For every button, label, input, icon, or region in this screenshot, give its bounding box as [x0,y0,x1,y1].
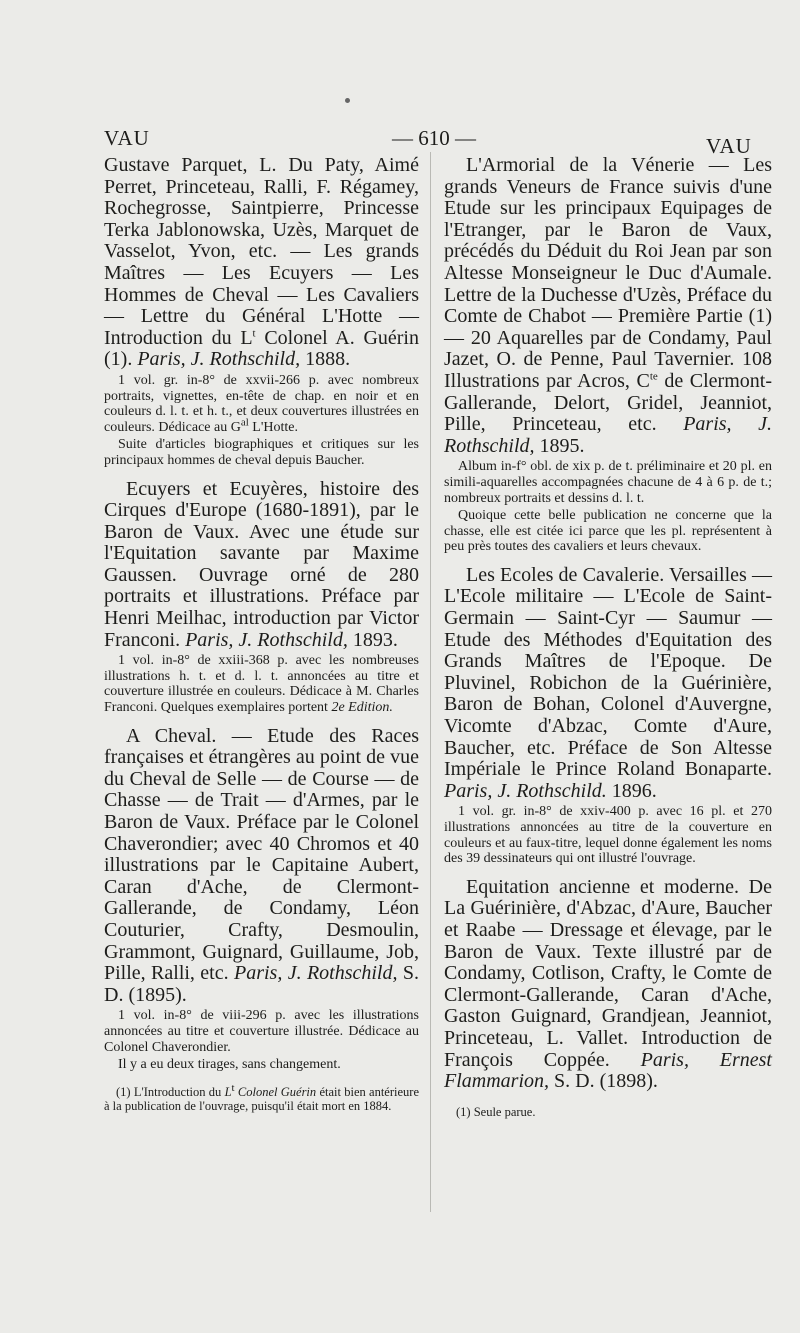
entry-date: 1893. [347,628,398,651]
publisher: Paris, J. Rothschild, [185,628,348,651]
entry-note: 1 vol. in-8° de viii-296 p. avec les illustrations annoncées au titre et couverture illustrée. Dédicace au Colonel Chaverondier. [104,1008,419,1055]
bibliography-entry [444,565,772,803]
entry-text: L'Armorial de la Vénerie — Les grands Veneurs de France suivis d'une Etude sur les principaux Equipages de l'Etranger, par le Baron de Vaux, précédés du Déduit du Roi Jean par son Altesse Monseigneur le Duc d'Aumale. Lettre de la Duchesse d'Uzès, Préface du Comte de Chabot — Première Partie (1) — 20 Aquarelles par de Condamy, Paul Jazet, O. de Penne, Paul Tavernier. 108 Illustrations par Acros, C [444,154,772,392]
entry-date: 1896. [606,779,657,802]
entry-note [104,373,419,435]
footnote: (1) Seule parue. [456,1104,536,1119]
footnote-italic: L [224,1084,232,1099]
footnote-text: était bien antérieure à la publication de l'ouvrage, puisqu'il était mort en 1884. [104,1084,420,1113]
entry-text: Ecuyers et Ecuyères, histoire des Cirques d'Europe (1680-1891), par le Baron de Vaux. Avec une étude sur l'Equitation savante par Maxime Gaussen. Ouvrage orné de 280 portraits et illustrations. Préface par Henri Meilhac, introduction par Victor Franconi. [104,477,419,651]
ink-speck [345,98,350,103]
bibliography-entry [104,726,419,1007]
column-divider [430,152,431,1212]
entry-text: de Clermont-Gallerande, Delort, Gridel, Jeanniot, Pille, Princeteau, etc. [444,369,772,436]
publisher: Paris, J. Rothschild, [137,348,301,371]
entry-text: Colonel A. Guérin (1). [104,326,419,371]
bibliography-entry [444,877,772,1093]
page-number: — 610 — [392,126,476,150]
entry-date: S. D. (1895). [104,962,419,1006]
bibliography-entry [444,155,772,457]
entry-note [104,653,419,715]
left-column [104,155,419,1113]
superscript: al [240,416,249,429]
entry-note: Suite d'articles biographiques et critiques sur les principaux hommes de cheval depuis Baucher. [104,437,419,468]
note-text: L'Hotte. [248,419,298,435]
entry-text: A Cheval. — Etude des Races françaises et étrangères au point de vue du Cheval de Selle — de Course — de Chasse — de Trait — d'Armes, par le Baron de Vaux. Préface par le Colonel Chaverondier; avec 40 Chromos et 40 illustrations par le Capitaine Aubert, Caran d'Ache, de Clermont-Gallerande, de Condamy, Léon Couturier, Crafty, Desmoulin, Grammont, Guignard, Guillaume, Job, Pille, Ralli, etc. [104,724,419,985]
entry-date: S. D. (1898). [549,1070,658,1093]
footnote-text: (1) L'Introduction du [116,1084,225,1099]
entry-note: 1 vol. gr. in-8° de xxiv-400 p. avec 16 pl. et 270 illustrations annoncées au titre de la couverture en couleurs et au faux-titre, lequel donne également les noms des 39 dessinateurs qui ont illustré l'ouvrage. [444,804,772,867]
bibliography-entry [104,155,419,371]
superscript: t [231,1081,235,1094]
entry-date: 1888. [300,348,351,371]
publisher: Paris, J. Rothschild. [444,779,607,802]
superscript: t [252,327,256,340]
entry-note: Il y a eu deux tirages, sans changement. [118,1057,341,1073]
note-text: 1 vol. in-8° de xxiii-368 p. avec les nombreuses illustrations h. t. et d. l. t. annoncées au titre et couverture illustrée en couleurs. Dédicace à M. Charles Franconi. Quelques exemplaires portent [104,653,419,716]
entry-text: Les Ecoles de Cavalerie. Versailles — L'Ecole militaire — L'Ecole de Saint-Germain — Saint-Cyr — Saumur — Etude des Méthodes d'Equitation des Grands Maîtres de l'Epoque. De Pluvinel, Robichon de la Guérinière, Baron de Bohan, Colonel d'Auvergne, Vicomte d'Abzac, Comte d'Aure, Baucher, etc. Préface de Son Altesse Impériale le Prince Roland Bonaparte. [444,563,772,781]
entry-text: Gustave Parquet, L. Du Paty, Aimé Perret, Princeteau, Ralli, F. Régamey, Rochegrosse, Saintpierre, Princesse Terka Jablonowska, Uzès, Marquet de Vasselot, Yvon, etc. — Les grands Maîtres — Les Ecuyers — Les Hommes de Cheval — Les Cavaliers — Lettre du Général L'Hotte — Introduction du L [104,154,419,349]
entry-note: Quoique cette belle publication ne concerne que la chasse, elle est citée ici parce que les pl. représentent à peu près toutes des cavaliers et leurs chevaux. [444,508,772,555]
running-head-right: VAU [706,134,752,158]
running-head-left: VAU [104,126,150,150]
note-text: 1 vol. gr. in-8° de xxvii-266 p. avec nombreux portraits, vignettes, en-tête de chap. en noir et en couleurs d. l. t. et h. t., et deux couvertures illustrées en couleurs. Dédicace au G [104,372,419,435]
footnote [104,1081,420,1113]
entry-date: 1895. [534,434,585,457]
entry-note: Album in-f° obl. de xix p. de t. préliminaire et 20 pl. en simili-aquarelles accompagnées chacune de 4 à 6 p. de t.; nombreux portraits et dessins d. l. t. [444,459,772,506]
publisher: Paris, Ernest Flammarion, [444,1048,772,1093]
right-column [444,155,772,1119]
footnote-italic: Colonel Guérin [234,1084,317,1099]
entry-text: Equitation ancienne et moderne. De La Guérinière, d'Abzac, d'Aure, Baucher et Raabe — Dressage et élevage, par le Baron de Vaux. Texte illustré par de Condamy, Cotlison, Crafty, le Comte de Clermont-Gallerande, Caran d'Ache, Gaston Guignard, Grandjean, Jeanniot, Princeteau, L. Vallet. Introduction de François Coppée. [444,875,772,1071]
publisher: Paris, J. Rothschild, [233,962,398,985]
publisher: Paris, J. Rothschild, [444,413,773,457]
superscript: te [649,370,658,383]
edition: 2e Edition. [331,700,393,716]
bibliography-entry [104,479,419,652]
